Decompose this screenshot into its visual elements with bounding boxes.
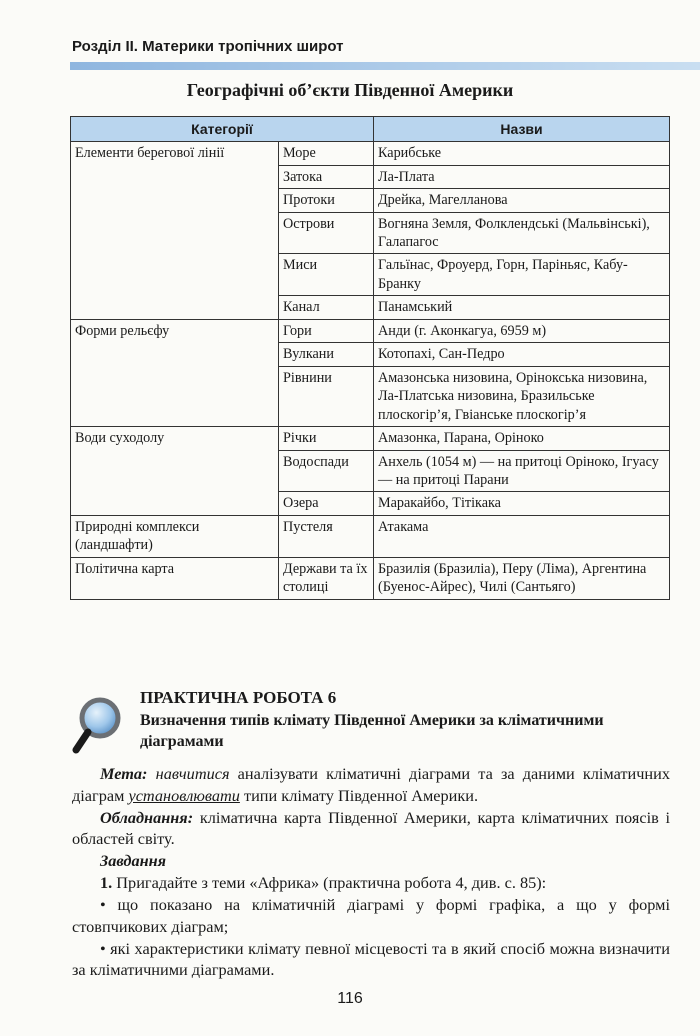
goal-word-establish: установлювати <box>128 785 240 805</box>
category-cell: Елементи берегової лінії <box>71 142 279 320</box>
equipment-text: кліматична карта Південної Америки, карта кліматичних поясів і областей світу. <box>72 807 671 849</box>
goal-word-learn: навчитися <box>155 764 230 783</box>
category-cell: Форми рельєфу <box>71 319 279 426</box>
names-cell: Анхель (1054 м) — на притоці Оріноко, Ігуасу — на притоці Парани <box>374 450 670 492</box>
task-text <box>72 763 670 981</box>
tasks-label: Завдання <box>100 851 167 871</box>
goal-label: Мета: <box>100 764 148 783</box>
names-cell: Дрейка, Магелланова <box>374 189 670 212</box>
names-cell: Гальїнас, Фроуерд, Горн, Паріньяс, Кабу-Бранку <box>374 254 670 296</box>
bullet-2: • які характеристики клімату певної місцевості та в який спосіб можна визначити за кліматичними діаграмами. <box>72 938 670 980</box>
names-cell: Атакама <box>374 515 670 557</box>
category-cell: Води суходолу <box>71 427 279 516</box>
equipment-paragraph <box>72 807 670 851</box>
geo-objects-table <box>70 116 670 600</box>
names-cell: Маракайбо, Тітікака <box>374 492 670 515</box>
names-cell: Бразилія (Бразиліа), Перу (Ліма), Аргентина (Буенос-Айрес), Чилі (Сантьяго) <box>374 557 670 599</box>
names-cell: Панамський <box>374 296 670 319</box>
subcategory-cell: Острови <box>279 212 374 254</box>
practical-work-title: ПРАКТИЧНА РОБОТА 6 <box>140 688 337 707</box>
tasks-heading-paragraph <box>72 850 670 872</box>
practical-work-subtitle: Визначення типів клімату Південної Америки за кліматичними діаграмами <box>140 712 604 750</box>
category-cell: Політична карта <box>71 557 279 599</box>
magnifier-icon <box>72 696 126 756</box>
equipment-label: Обладнання: <box>100 807 194 827</box>
subcategory-cell: Затока <box>279 165 374 188</box>
table-row <box>71 319 670 342</box>
names-cell: Карибське <box>374 142 670 165</box>
names-cell: Амазонка, Парана, Оріноко <box>374 427 670 450</box>
goal-text-end: типи клімату Південної Америки. <box>243 785 479 805</box>
names-cell: Анди (г. Аконкагуа, 6959 м) <box>374 319 670 342</box>
subcategory-cell: Море <box>279 142 374 165</box>
goal-text: аналізувати кліматичні діаграми та за даними кліматичних діаграм <box>72 764 670 805</box>
task-1 <box>72 872 670 894</box>
bullet-1: • що показано на кліматичній діаграмі у формі графіка, а що у формі стовпчикових діаграм; <box>72 894 670 936</box>
subcategory-cell: Протоки <box>279 189 374 212</box>
category-cell: Природні комплекси (ландшафти) <box>71 515 279 557</box>
subcategory-cell: Миси <box>279 254 374 296</box>
header-names: Назви <box>374 117 670 142</box>
subcategory-cell: Водоспади <box>279 450 374 492</box>
table-row <box>71 557 670 599</box>
names-cell: Амазонська низовина, Орінокська низовина, Ла-Платська низовина, Бразильське плоскогір’я, Гвіанське плоскогір’я <box>374 366 670 426</box>
names-cell: Вогняна Земля, Фолклендські (Мальвінські), Галапагос <box>374 212 670 254</box>
page-number: 116 <box>337 990 363 1007</box>
header-category: Категорії <box>71 117 374 142</box>
subcategory-cell: Гори <box>279 319 374 342</box>
names-cell: Котопахі, Сан-Педро <box>374 343 670 366</box>
subcategory-cell: Держави та їх столиці <box>279 557 374 599</box>
subcategory-cell: Вулкани <box>279 343 374 366</box>
goal-paragraph <box>72 763 670 807</box>
table-row <box>71 515 670 557</box>
subcategory-cell: Річки <box>279 427 374 450</box>
task-1-text: Пригадайте з теми «Африка» (практична робота 4, див. с. 85): <box>116 873 547 893</box>
subcategory-cell: Рівнини <box>279 366 374 426</box>
table-title: Географічні об’єкти Південної Америки <box>186 80 514 100</box>
table-row <box>71 142 670 165</box>
subcategory-cell: Пустеля <box>279 515 374 557</box>
section-header: Розділ ІІ. Материки тропічних широт <box>72 38 344 55</box>
subcategory-cell: Озера <box>279 492 374 515</box>
header-bar <box>70 62 700 70</box>
names-cell: Ла-Плата <box>374 165 670 188</box>
table-row <box>71 427 670 450</box>
task-1-number: 1. <box>100 873 113 893</box>
subcategory-cell: Канал <box>279 296 374 319</box>
